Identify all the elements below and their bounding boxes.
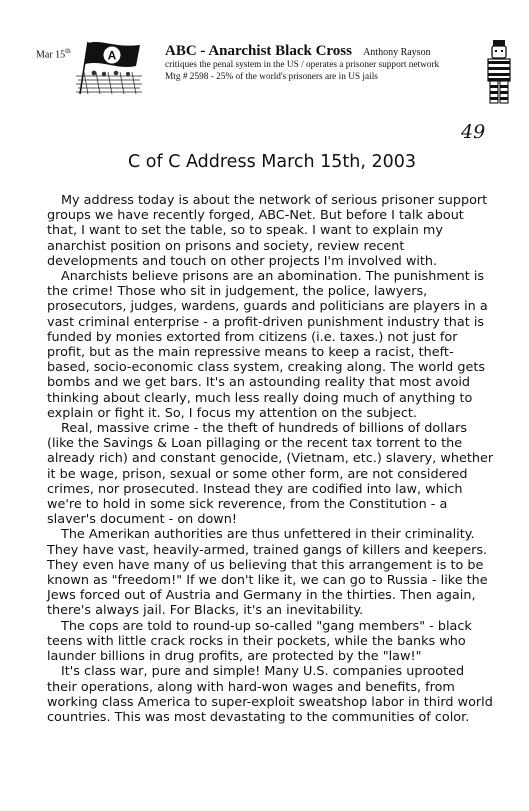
body-paragraph: It's class war, pure and simple! Many U.S. companies uprooted their operations, along with hard-won wages and benefits, from working class America to super-exploit sweatshop labor in third world countries. This was most devastating to the communities of color. [47,664,493,725]
prisoner-icon [484,40,514,106]
author-name: Anthony Rayson [363,47,431,58]
document-title: C of C Address March 15th, 2003 [128,152,417,172]
flag-logo-icon [74,40,144,96]
body-paragraph: My address today is about the network of serious prisoner support groups we have recently forged, ABC-Net. But before I talk about that, I want to set the table, so to speak. I want to explain my anarchist position on prisons and society, review recent developments and touch on other projects I'm involved with. [47,193,488,269]
date-suffix: th [65,47,71,55]
header-description: critiques the penal system in the US / operates a prisoner support network [165,60,440,70]
document-body [47,193,495,725]
header-title-row [165,40,431,60]
body-paragraph: Anarchists believe prisons are an abomination. The punishment is the crime! Those who sit in judgement, the police, lawyers, prosecutors, judges, wardens, guards and politicians are players in a vast criminal enterprise - a profit-driven punishment industry that is funded by monies extorted from citizens (i.e. taxes.) not just for profit, but as the main repressive means to keep a racist, theft-based, socio-economic class system, creaking along. The world gets bombs and we get bars. It's an astounding reality that most avoid thinking about clearly, much less really doing much of anything to explain or fight it. So, I focus my attention on the subject. [47,269,488,421]
body-paragraph: The cops are told to round-up so-called "gang members" - black teens with little crack rocks in their pockets, while the banks who launder billions in drug profits, are protected by the "law!" [47,618,472,665]
organization-title: ABC - Anarchist Black Cross [165,43,352,59]
date-text: Mar 15 [36,49,66,61]
handwritten-page-number: 49 [461,121,486,143]
header-meeting-info: Mtg # 2598 - 25% of the world's prisoners are in US jails [165,72,378,82]
body-paragraph: Real, massive crime - the theft of hundreds of billions of dollars (like the Savings & Loan pillaging or the recent tax torrent to the already rich) and constant genocide, (Vietnam, etc.) slavery, whether it be wage, prison, sexual or some other form, are not considered crimes, nor prosecuted. Instead they are codified into law, which we're to hold in some sick reverence, from the Constitution - a slaver's document - on down! [47,421,494,528]
anarchy-letter: A [107,48,117,63]
header-date [36,47,71,60]
body-paragraph: The Amerikan authorities are thus unfettered in their criminality. They have vast, heavily-armed, trained gangs of killers and keepers. They even have many of us believing that this arrangement is to be known as "freedom!" If we don't like it, we can go to Russia - like the Jews forced out of Austria and Germany in the thirties. Then again, there's always jail. For Blacks, it's an inevitability. [47,527,488,619]
